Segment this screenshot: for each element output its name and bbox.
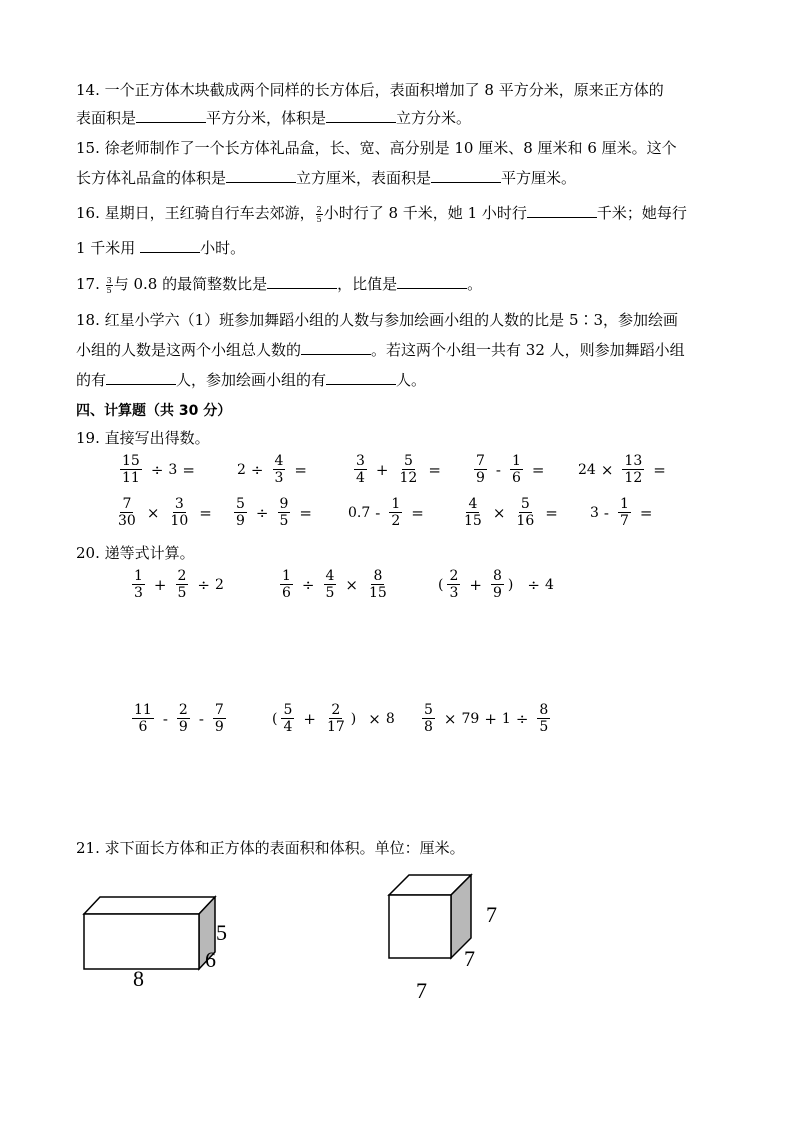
- q16-fraction: [316, 205, 323, 224]
- q16-line1: [76, 203, 687, 224]
- q16-frac-den: 5: [316, 214, 322, 224]
- fraction: $\frac{1}{6}$: [282, 568, 291, 601]
- q20-r2-e1: 11 6 - 2 9 - 7 9: [134, 702, 224, 735]
- q15-text-a: 长方体礼品盒的体积是: [76, 169, 227, 187]
- q14-text-c: 立方分米。: [396, 109, 472, 127]
- q15-text-b: 立方厘米，表面积是: [296, 169, 432, 187]
- fraction: $\frac{5}{12}$: [399, 453, 418, 486]
- q14-line1: 14. 一个正方体木块截成两个同样的长方体后，表面积增加了 8 平方分米，原来正方体的: [76, 81, 664, 99]
- q14-text-b: 平方分米，体积是: [206, 109, 327, 127]
- q16-blank-time[interactable]: [140, 238, 200, 253]
- q15-blank-area[interactable]: [431, 168, 501, 183]
- q16-blank-speed[interactable]: [527, 203, 597, 218]
- fraction: $\frac{3}{10}$: [170, 496, 189, 529]
- cuboid-height-label: 5: [216, 920, 227, 945]
- cuboid-figure: [80, 892, 220, 972]
- q18-blank-fraction[interactable]: [301, 340, 371, 355]
- q20-title: 20. 递等式计算。: [76, 544, 195, 562]
- q20-r2-e3: $\frac{5}{8}$ × 79 + 1 ÷ $\frac{8}{5}$: [424, 702, 549, 735]
- fraction: 5 4: [283, 702, 293, 735]
- fraction: 2 3: [449, 568, 459, 601]
- q14-line2: [76, 108, 471, 128]
- q17-text-b: 与 0.8 的最简整数比是: [113, 275, 268, 293]
- fraction: 2 9: [178, 702, 188, 735]
- fraction: $\frac{5}{16}$: [516, 496, 535, 529]
- fraction: $\frac{2}{5}$: [177, 568, 187, 601]
- q17-frac-num: 3: [106, 275, 112, 285]
- q17-blank-value[interactable]: [397, 274, 467, 289]
- q16-text-c: 千米；她每行: [596, 204, 687, 222]
- q20-r2-e2: ( 5 4 + $\frac{2}{17}$ ) × 8: [272, 702, 395, 735]
- cube-length-label: 7: [416, 978, 427, 1003]
- fraction: $\frac{5}{8}$: [424, 702, 433, 735]
- fraction: $\frac{1}{7}$: [620, 496, 629, 529]
- q18-line2: [76, 340, 685, 360]
- q19-r2-e5: 3 - $\frac{1}{7}$ =: [590, 496, 653, 529]
- fraction: 7 9: [476, 453, 485, 486]
- fraction: $\frac{2}{17}$: [326, 702, 345, 735]
- q18-line1: 18. 红星小学六（1）班参加舞蹈小组的人数与参加绘画小组的人数的比是 5∶3，参加绘画: [76, 311, 679, 329]
- q16-text-d: 1 千米用: [76, 239, 141, 257]
- q21-title: 21. 求下面长方体和正方体的表面积和体积。单位：厘米。: [76, 839, 465, 857]
- q19-r2-e3: 0.7 - $\frac{1}{2}$ =: [348, 496, 424, 529]
- cuboid-length-label: 8: [133, 966, 144, 991]
- q16-line2: [76, 238, 245, 258]
- fraction: $\frac{1}{6}$: [512, 453, 521, 486]
- q18-blank-dance[interactable]: [106, 370, 176, 385]
- q17-blank-ratio[interactable]: [267, 274, 337, 289]
- q17-text-c: ，比值是: [337, 275, 398, 293]
- fraction: $\frac{4}{5}$: [325, 568, 335, 601]
- q17-text-d: 。: [467, 275, 483, 293]
- q17-text-a: 17.: [76, 275, 105, 293]
- q16-text-e: 小时。: [200, 239, 246, 257]
- q14-blank-area[interactable]: [136, 108, 206, 123]
- q14-text-a: 表面积是: [76, 109, 137, 127]
- q19-r1-e1: $\frac{15}{11}$ ÷ 3 =: [122, 453, 195, 486]
- q15-blank-volume[interactable]: [226, 168, 296, 183]
- q18-line3: [76, 370, 426, 390]
- q19-r1-e3: 3 4 + $\frac{5}{12}$ =: [356, 453, 441, 486]
- q19-r1-e5: 24 × $\frac{13}{12}$ =: [578, 453, 666, 486]
- q17-frac-den: 5: [106, 285, 112, 295]
- fraction: $\frac{8}{5}$: [539, 702, 549, 735]
- q16-text-b: 小时行了 8 千米，她 1 小时行: [323, 204, 527, 222]
- q16-text-a: 16. 星期日，王红骑自行车去郊游，: [76, 204, 315, 222]
- cube-depth-label: 7: [464, 946, 475, 971]
- fraction: $\frac{7}{30}$: [118, 496, 136, 529]
- q19-r2-e4: $\frac{4}{15}$ × $\frac{5}{16}$ =: [464, 496, 558, 529]
- fraction: $\frac{8}{15}$: [369, 568, 387, 601]
- fraction: $\frac{4}{15}$: [464, 496, 482, 529]
- fraction: 1 3: [134, 568, 143, 601]
- q19-title: 19. 直接写出得数。: [76, 429, 210, 447]
- q14-blank-volume[interactable]: [326, 108, 396, 123]
- q20-r1-e3: ( 2 3 + $\frac{8}{9}$ ) ÷ 4: [438, 568, 554, 601]
- q18-text-b: 。若这两个小组一共有 32 人，则参加舞蹈小组: [371, 341, 685, 359]
- q19-r2-e2: $\frac{5}{9}$ ÷ $\frac{9}{5}$ =: [236, 496, 312, 529]
- fraction: $\frac{9}{5}$: [279, 496, 289, 529]
- cuboid-width-label: 6: [205, 947, 216, 972]
- fraction: $\frac{5}{9}$: [236, 496, 245, 529]
- q18-text-d: 人，参加绘画小组的有: [176, 371, 327, 389]
- cube-figure: [386, 872, 476, 962]
- q19-r2-e1: $\frac{7}{30}$ × $\frac{3}{10}$ =: [118, 496, 212, 529]
- q20-r1-e2: $\frac{1}{6}$ ÷ $\frac{4}{5}$ × $\frac{8}{15}$: [282, 568, 387, 601]
- fraction: $\frac{13}{12}$: [624, 453, 643, 486]
- fraction: 7 9: [214, 702, 224, 735]
- q18-text-c: 的有: [76, 371, 107, 389]
- q18-text-e: 人。: [396, 371, 427, 389]
- section-heading-calc: 四、计算题（共 30 分）: [76, 403, 232, 419]
- q16-frac-num: 2: [316, 204, 322, 214]
- q20-r1-e1: 1 3 + $\frac{2}{5}$ ÷ 2: [134, 568, 224, 601]
- fraction: 11 6: [134, 702, 152, 735]
- q19-r1-e2: 2 ÷ $\frac{4}{3}$ =: [237, 453, 307, 486]
- q15-line1: 15. 徐老师制作了一个长方体礼品盒，长、宽、高分别是 10 厘米、8 厘米和 6 厘米。这个: [76, 139, 677, 157]
- q15-text-c: 平方厘米。: [501, 169, 577, 187]
- q15-line2: [76, 168, 576, 188]
- q18-text-a: 小组的人数是这两个小组总人数的: [76, 341, 302, 359]
- q17-line: [76, 274, 482, 295]
- fraction: 3 4: [356, 453, 365, 486]
- fraction: $\frac{8}{9}$: [492, 568, 502, 601]
- fraction: $\frac{15}{11}$: [122, 453, 140, 486]
- fraction: $\frac{4}{3}$: [274, 453, 284, 486]
- q19-r1-e4: 7 9 - $\frac{1}{6}$ =: [476, 453, 545, 486]
- q17-fraction: [106, 276, 113, 295]
- cube-height-label: 7: [486, 902, 497, 927]
- q18-blank-paint[interactable]: [326, 370, 396, 385]
- fraction: $\frac{1}{2}$: [391, 496, 401, 529]
